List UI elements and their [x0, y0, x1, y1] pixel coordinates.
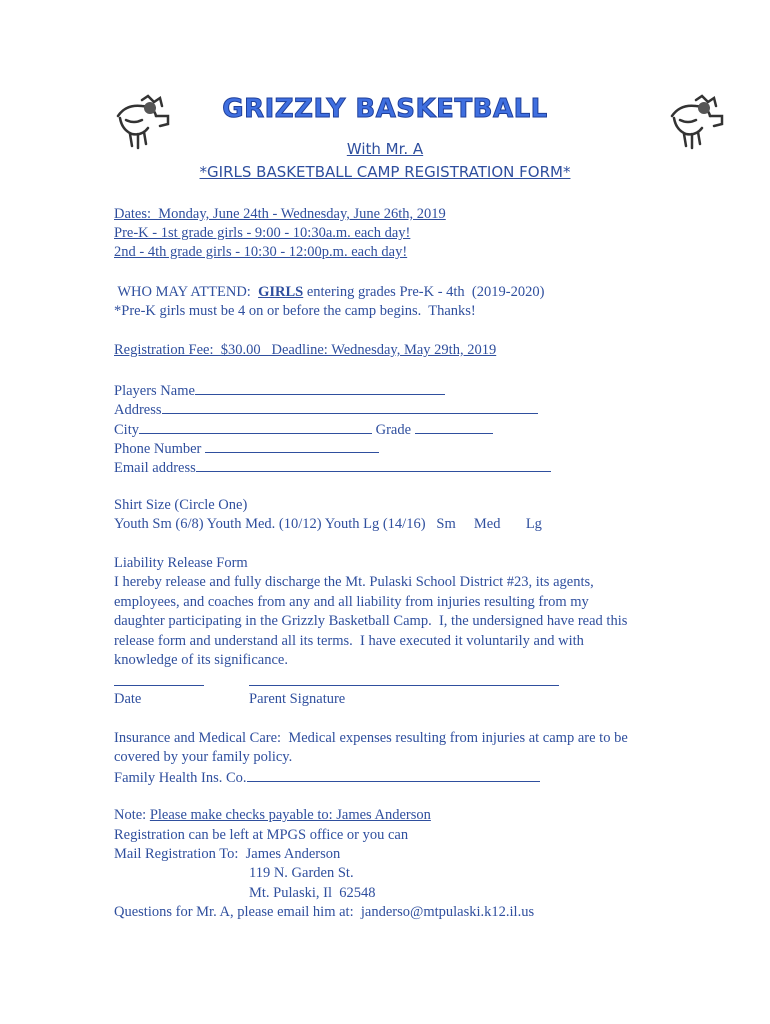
address-field[interactable] [114, 399, 538, 421]
mail-name: James Anderson [245, 846, 341, 862]
liability-text-line: release form and understand all its terms. I have executed it voluntarily and with [114, 633, 584, 649]
shirt-size-options[interactable]: Youth Sm (6/8) Youth Med. (10/12) Youth Lg (14/16) Sm Med Lg [114, 516, 542, 532]
prek-age-note: *Pre-K girls must be 4 on or before the camp begins. Thanks! [114, 303, 476, 319]
players-name-label: Players Name [114, 383, 195, 399]
signature-blank[interactable] [249, 685, 559, 686]
email-label: Email address [114, 460, 196, 476]
mail-label: Mail Registration To: [114, 846, 246, 862]
checks-payable-text: Please make checks payable to: James Anderson [149, 807, 431, 823]
family-health-blank[interactable] [247, 767, 540, 782]
address-label: Address [114, 402, 162, 418]
mail-street: 119 N. Garden St. [249, 865, 354, 881]
grade-blank[interactable] [415, 419, 493, 434]
who-may-attend-line [114, 283, 544, 303]
family-health-field[interactable] [114, 767, 540, 789]
address-blank[interactable] [162, 399, 538, 414]
dates-line: Dates: Monday, June 24th - Wednesday, June 26th, 2019 [114, 206, 446, 222]
page-title: GRIZZLY BASKETBALL [222, 94, 548, 124]
instructor-subtitle: With Mr. A [346, 140, 424, 158]
liability-text-line: knowledge of its significance. [114, 652, 288, 668]
signature-label: Parent Signature [249, 691, 346, 707]
note-prefix: Note: [114, 807, 150, 823]
liability-text-line: I hereby release and fully discharge the Mt. Pulaski School District #23, its agents, [114, 574, 594, 590]
insurance-line: covered by your family policy. [114, 749, 293, 765]
attend-prefix: WHO MAY ATTEND: [114, 284, 259, 300]
date-label: Date [114, 691, 142, 707]
email-field[interactable] [114, 457, 551, 479]
players-name-blank[interactable] [195, 380, 445, 395]
phone-label: Phone Number [114, 441, 206, 457]
liability-heading: Liability Release Form [114, 555, 248, 571]
attend-girls: GIRLS [258, 284, 304, 300]
city-label: City [114, 422, 139, 438]
family-health-label: Family Health Ins. Co. [114, 770, 247, 786]
shirt-size-heading: Shirt Size (Circle One) [114, 497, 248, 513]
date-blank[interactable] [114, 685, 204, 686]
form-title: *GIRLS BASKETBALL CAMP REGISTRATION FORM* [199, 163, 571, 181]
questions-line: Questions for Mr. A, please email him at: janderso@mtpulaski.k12.il.us [114, 904, 535, 920]
note-line [114, 806, 431, 826]
mail-city: Mt. Pulaski, Il 62548 [249, 885, 376, 901]
grade-label: Grade [371, 422, 415, 438]
city-blank[interactable] [139, 419, 372, 434]
registration-fee-line: Registration Fee: $30.00 Deadline: Wednesday, May 29th, 2019 [114, 342, 497, 358]
phone-blank[interactable] [205, 438, 379, 453]
email-blank[interactable] [196, 457, 551, 472]
mail-registration-line [114, 845, 340, 865]
attend-suffix: entering grades Pre-K - 4th (2019-2020) [303, 284, 545, 300]
liability-text-line: employees, and coaches from any and all liability from injuries resulting from my [114, 594, 589, 610]
registration-drop-line: Registration can be left at MPGS office or you can [114, 827, 409, 843]
session-2nd-line: 2nd - 4th grade girls - 10:30 - 12:00p.m. each day! [114, 244, 408, 260]
insurance-line: Insurance and Medical Care: Medical expenses resulting from injuries at camp are to be [114, 730, 628, 746]
liability-text-line: daughter participating in the Grizzly Basketball Camp. I, the undersigned have read this [114, 613, 628, 629]
session-prek-line: Pre-K - 1st grade girls - 9:00 - 10:30a.m. each day! [114, 225, 411, 241]
